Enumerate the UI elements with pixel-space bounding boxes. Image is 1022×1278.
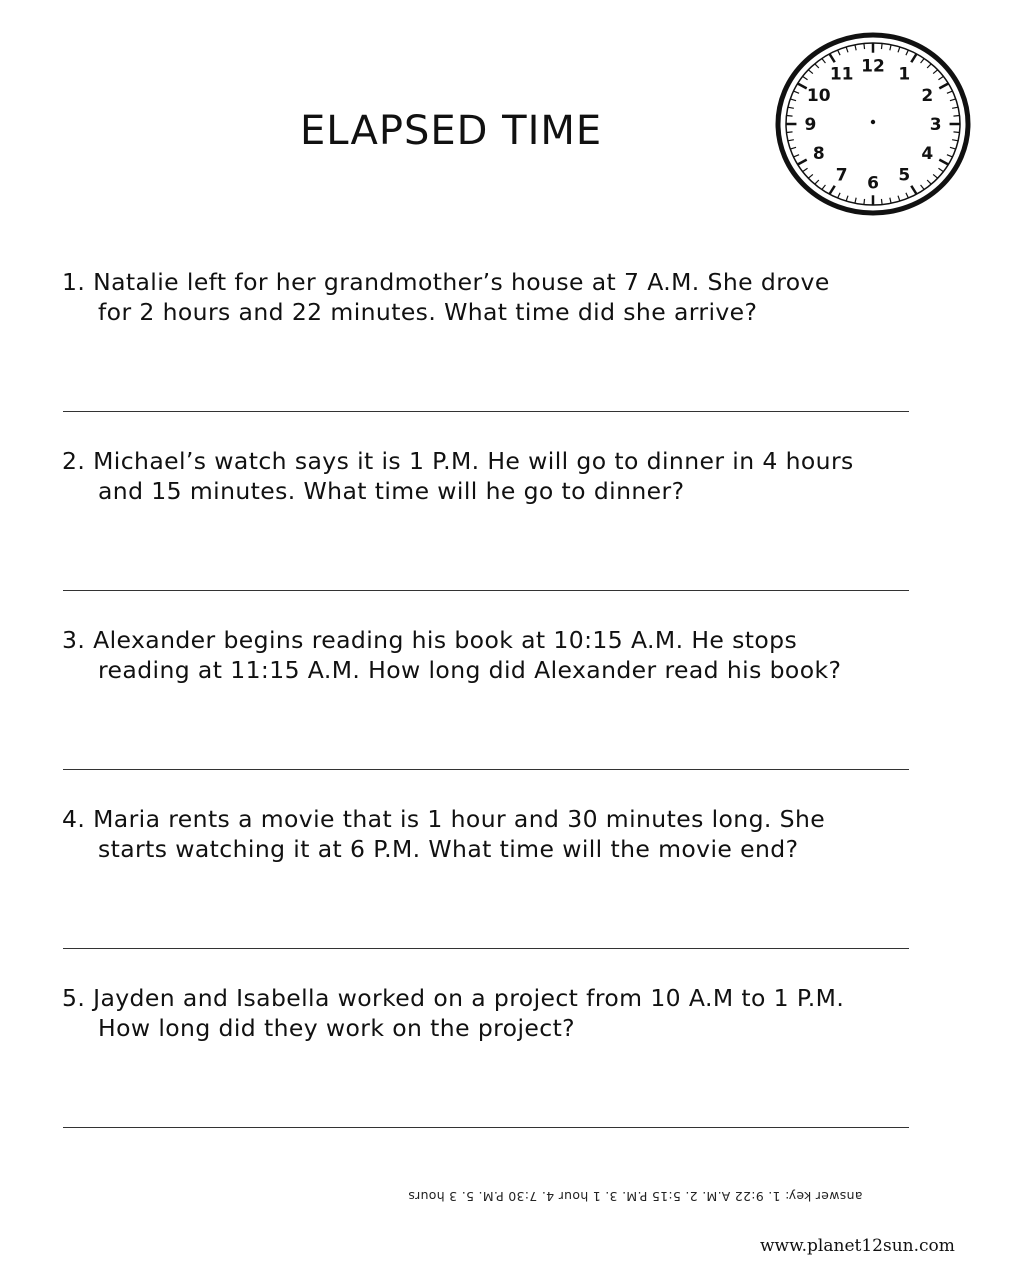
clock-icon — [775, 32, 971, 218]
clock-number: 11 — [829, 64, 854, 85]
question-text-line2: for 2 hours and 22 minutes. What time did she arrive? — [98, 298, 758, 326]
clock-number: 9 — [804, 115, 817, 135]
clock-number: 4 — [921, 144, 934, 165]
clock-number: 10 — [806, 85, 831, 106]
question-2 — [62, 446, 922, 506]
clock-number: 7 — [835, 165, 848, 186]
answer-line-2[interactable] — [63, 590, 909, 591]
question-1 — [62, 267, 922, 327]
question-5 — [62, 983, 922, 1043]
question-text-line1: Alexander begins reading his book at 10:15 A.M. He stops — [93, 626, 798, 654]
clock-number: 1 — [898, 64, 911, 85]
question-number: 5. — [62, 984, 86, 1012]
footer-url[interactable]: www.planet12sun.com — [760, 1236, 955, 1256]
clock-tick — [881, 199, 882, 205]
clock-number: 5 — [898, 165, 911, 186]
question-number: 1. — [62, 268, 86, 296]
clock-tick — [881, 43, 882, 49]
answer-line-1[interactable] — [63, 411, 909, 412]
question-text-line1: Michael’s watch says it is 1 P.M. He will go to dinner in 4 hours — [93, 447, 854, 475]
clock-center-dot — [871, 120, 875, 124]
answer-line-5[interactable] — [63, 1127, 909, 1128]
clock-tick — [864, 43, 865, 49]
question-text-line2: and 15 minutes. What time will he go to dinner? — [98, 477, 685, 505]
answer-line-4[interactable] — [63, 948, 909, 949]
clock-number: 12 — [861, 56, 885, 77]
question-4 — [62, 804, 922, 864]
clock-number: 8 — [812, 144, 825, 165]
clock-tick — [953, 132, 959, 133]
answer-key: answer key: 1. 9:22 A.M. 2. 5:15 P.M. 3. 1 hour 4. 7:30 P.M. 5. 3 hours — [408, 1189, 863, 1204]
question-number: 4. — [62, 805, 86, 833]
question-text-line2: How long did they work on the project? — [98, 1014, 576, 1042]
question-number: 3. — [62, 626, 86, 654]
question-3 — [62, 625, 922, 685]
answer-line-3[interactable] — [63, 769, 909, 770]
question-text-line2: starts watching it at 6 P.M. What time will the movie end? — [98, 835, 799, 863]
clock-number: 6 — [867, 173, 879, 194]
clock-number: 3 — [929, 115, 942, 135]
question-text-line1: Jayden and Isabella worked on a project from 10 A.M to 1 P.M. — [93, 984, 845, 1012]
clock-tick — [786, 132, 792, 133]
question-text-line1: Maria rents a movie that is 1 hour and 30 minutes long. She — [93, 805, 826, 833]
question-text-line2: reading at 11:15 A.M. How long did Alexander read his book? — [98, 656, 842, 684]
clock-tick — [864, 199, 865, 205]
clock-number: 2 — [921, 85, 934, 106]
question-text-line1: Natalie left for her grandmother’s house at 7 A.M. She drove — [93, 268, 830, 296]
page-title: ELAPSED TIME — [300, 108, 603, 154]
clock-tick — [953, 116, 959, 117]
question-number: 2. — [62, 447, 86, 475]
clock-tick — [786, 116, 792, 117]
